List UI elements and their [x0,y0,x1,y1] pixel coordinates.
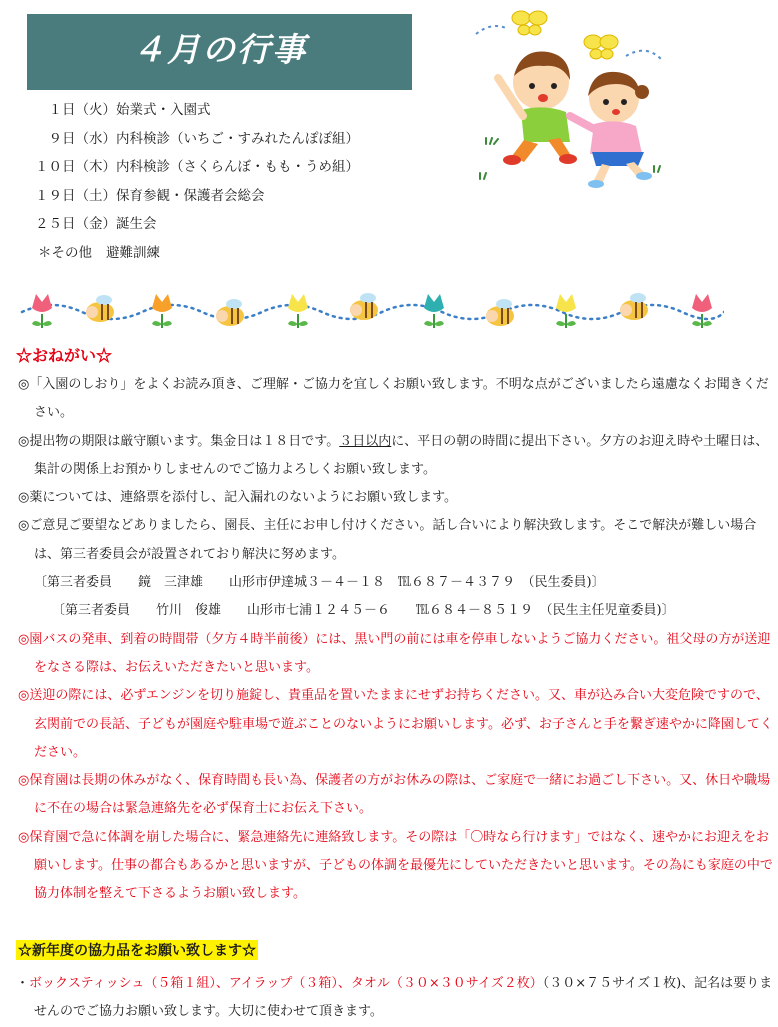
coop-heading: ☆新年度の協力品をお願い致します☆ [16,940,258,960]
request-paragraph-red: ◎送迎の際には、必ずエンジンを切り施錠し、貴重品を置いたままにせずお持ちください。又、車が込み合い大変危険ですので、玄関前での長話、子どもが園庭や駐車場で遊ぶことのないようにお願いします。必ず、お子さんと手を繋ぎ速やかに降園してください。 [18,688,773,760]
third-party-member: 〔第三者委員 鏡 三津雄 山形市伊達城３－４－１８ ℡６８７－４３７９ （民生委員)〕 [34,575,605,591]
requests-heading: ☆おねがい☆ [16,346,113,365]
bee-icon [350,293,378,320]
event-item: ＊その他 避難訓練 [38,244,160,261]
tulip-icon [424,294,444,328]
events-list [30,96,359,268]
bee-icon [486,299,514,326]
request-paragraph: ◎ご意見ご要望などありましたら、園長、主任にお申し付けください。話し合いにより解決致します。そこで解決が難しい場合は、第三者委員会が設置されており解決に努めます。 [18,518,757,562]
request-paragraph-red: ◎保育園で急に体調を崩した場合に、緊急連絡先に連絡致します。その際は「〇時なら行けます」ではなく、速やかにお迎えをお願いします。仕事の都合もあるかと思いますが、子どもの体調を最優先にしていただきたいと思います。その為にも家庭の中で協力体制を整えて下さるようお願い致します。 [18,829,773,902]
tulip-icon [692,294,712,328]
event-item: ９日（水）内科検診（いちご・すみれたんぽぽ組） [48,130,359,147]
tulip-icon [288,294,308,328]
third-party-member: 〔第三者委員 竹川 俊雄 山形市七浦１２４５－６ ℡６８４－８５１９ （民生主任児童委員)〕 [52,603,675,619]
page-title: ４月の行事 [132,30,307,69]
girl-figure-icon [570,72,652,188]
request-paragraph-red: ◎園バスの発車、到着の時間帯（夕方４時半前後）には、黒い門の前には車を停車しないようご協力ください。祖父母の方が送迎をなさる際は、お伝えいただきたいと思います。 [18,631,771,675]
event-item: ２５日（金）誕生会 [35,216,157,233]
bee-icon [216,299,244,326]
tulip-icon [32,294,52,328]
tulip-icon [152,294,172,328]
deadline-underline: ３日以内 [339,433,392,449]
coop-items [14,970,774,1027]
event-item: １０日（木）内科検診（さくらんぼ・もも・うめ組） [35,159,359,176]
event-item: １９日（土）保育参観・保護者会総会 [35,187,265,204]
butterfly-icon [512,11,547,35]
title-banner [27,14,412,90]
requests-body [14,371,774,909]
coop-item: ・ボックスティッシュ（５箱１組）、アイラップ（３箱）、タオル（３０×３０サイズ２枚）（３０×７５サイズ１枚)、記名は要りませんのでご協力お願い致します。大切に使わせて頂きます。 [16,976,773,1020]
request-paragraph-red: ◎保育園は長期の休みがなく、保育時間も長い為、保護者の方がお休みの際は、ご家庭で一緒にお過ごし下さい。又、休日や職場に不在の場合は緊急連絡先を必ず保育士にお伝え下さい。 [18,773,771,817]
bee-icon [86,295,114,322]
request-paragraph: ◎提出物の期限は厳守願います。集金日は１８日です。３日以内に、平日の朝の時間に提出下さい。夕方のお迎え時や土曜日は、集計の関係上お預かりしませんのでご協力よろしくお願い致します。 [18,433,769,477]
boy-figure-icon [498,52,577,166]
tulip-bee-border [12,290,724,334]
children-illustration [466,4,676,194]
butterfly-icon [584,35,618,59]
request-paragraph: ◎「入園のしおり」をよくお読み頂き、ご理解・ご協力を宜しくお願い致します。不明な点がございましたら遠慮なくお聞きください。 [18,377,769,421]
event-item: １日（火）始業式・入園式 [48,102,211,118]
bee-icon [620,293,648,320]
request-paragraph: ◎薬については、連絡票を添付し、記入漏れのないようにお願い致します。 [18,490,458,506]
